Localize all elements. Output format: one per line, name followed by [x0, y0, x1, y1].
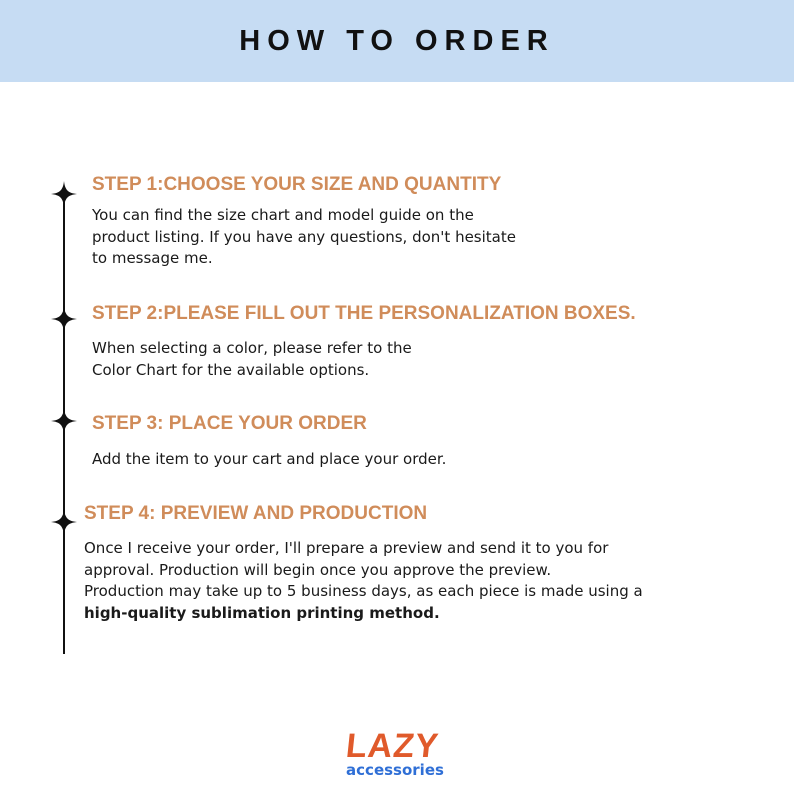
star-icon [51, 509, 77, 535]
brand-logo [320, 722, 470, 782]
step-1-line: to message me. [92, 249, 213, 267]
step-2-heading: STEP 2:PLEASE FILL OUT THE PERSONALIZATION BOXES. [92, 303, 636, 324]
step-4-heading: STEP 4: PREVIEW AND PRODUCTION [84, 503, 428, 524]
step-4-bold-line: high-quality sublimation printing method. [84, 603, 440, 622]
step-2-body [92, 338, 412, 381]
step-1-line: You can find the size chart and model guide on the [92, 206, 474, 224]
step-3-heading: STEP 3: PLACE YOUR ORDER [92, 413, 367, 434]
step-4-line: approval. Production will begin once you approve the preview. [84, 560, 552, 579]
star-icon [51, 306, 77, 332]
logo-word-bottom: accessories [346, 761, 444, 779]
step-1-heading: STEP 1:CHOOSE YOUR SIZE AND QUANTITY [92, 174, 502, 195]
step-1-body [92, 205, 516, 270]
step-2-line: Color Chart for the available options. [92, 360, 370, 379]
header-banner [0, 0, 794, 82]
step-4-line: Once I receive your order, I'll prepare a preview and send it to you for [84, 539, 609, 557]
star-icon [51, 408, 77, 434]
step-1-line: product listing. If you have any questions, don't hesitate [92, 227, 516, 246]
step-3-line: Add the item to your cart and place your order. [92, 450, 447, 468]
step-3-body [92, 449, 446, 471]
step-2-line: When selecting a color, please refer to the [92, 339, 412, 357]
logo-word-top: LAZY [344, 727, 441, 765]
step-4-line: Production may take up to 5 business days, as each piece is made using a [84, 582, 643, 600]
star-icon [51, 181, 77, 207]
page-title: HOW TO ORDER [239, 24, 555, 57]
step-4-body [84, 538, 643, 624]
